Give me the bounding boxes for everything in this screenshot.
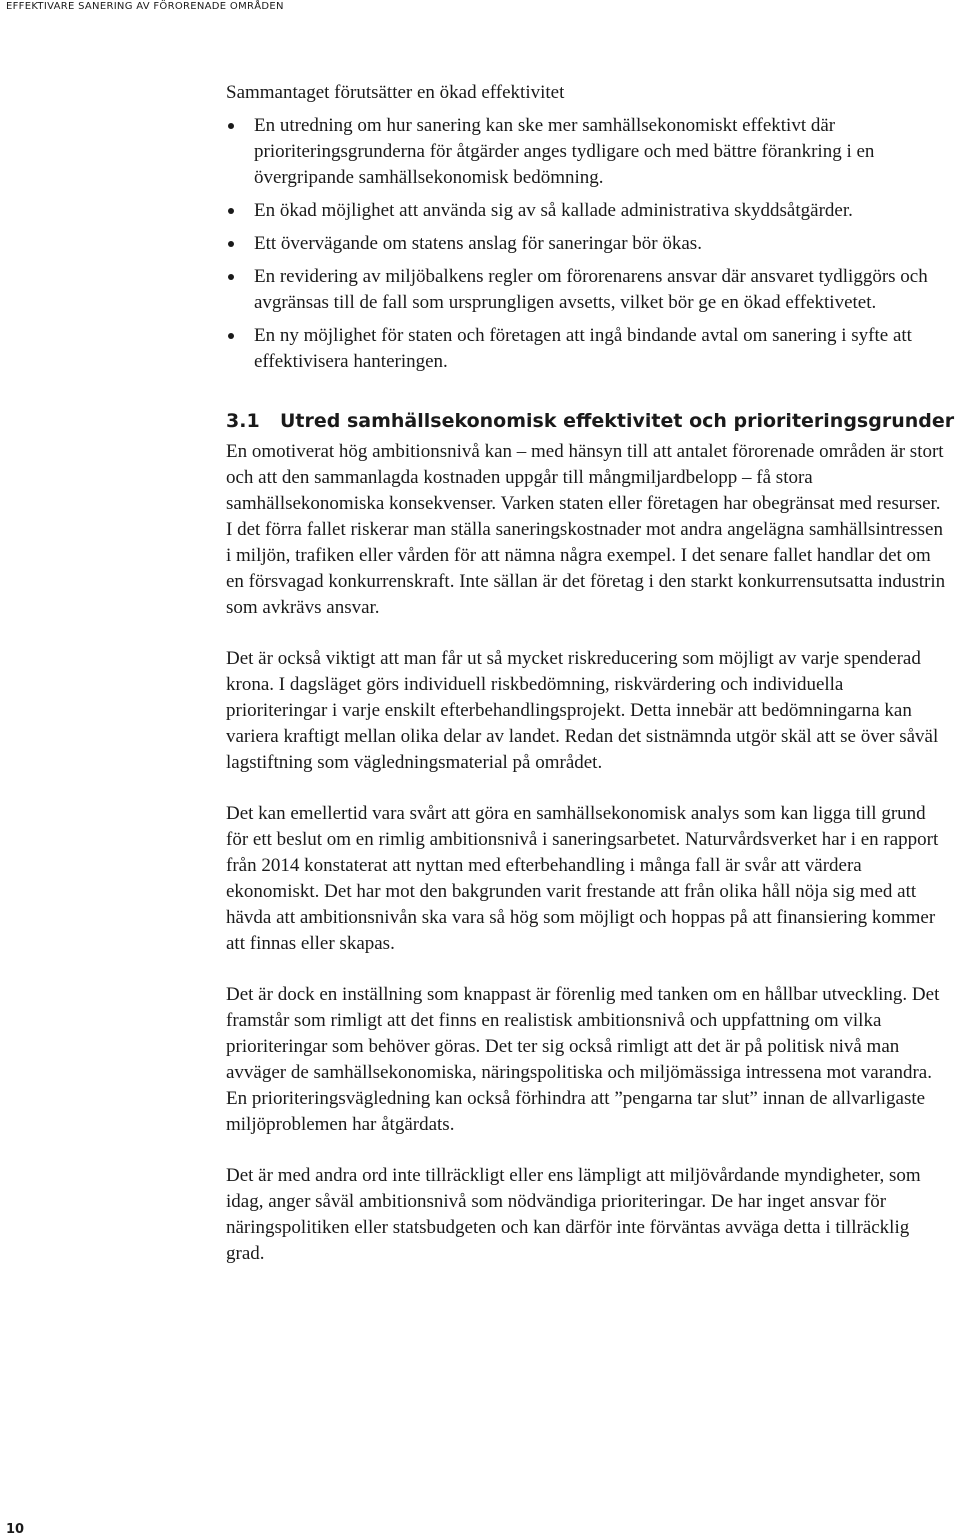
list-item [226,113,946,191]
bullet-icon [228,241,234,247]
section-number: 3.1 [226,410,260,432]
bullet-icon [228,208,234,214]
list-item-text: Ett övervägande om statens anslag för saneringar bör ökas. [254,233,702,254]
body-paragraph: En omotiverat hög ambitionsnivå kan – med hänsyn till att antalet förorenade områden är stort och att den sammanlagda kostnaden uppgår till mångmiljardbelopp – få stora samhällsekonomiska konsekvenser. Varken staten eller företagen har obegränsat med resurser. I det förra fallet riskerar man ställa saneringskostnader mot andra angelägna samhällsintressen i miljön, trafiken eller vården för att nämna några exempel. I det senare fallet handlar det om en försvagad konkurrenskraft. Inte sällan är det företag i den starkt konkurrensutsatta industrin som avkrävs ansvar. [226,441,946,618]
body-paragraph: Det kan emellertid vara svårt att göra en samhällsekonomisk analys som kan ligga till grund för ett beslut om en rimlig ambitionsnivå i saneringsarbetet. Naturvårdsverket har i en rapport från 2014 konstaterat att nyttan med efterbehandling i många fall är svår att värdera ekonomiskt. Det har mot den bakgrunden varit frestande att från olika håll nöja sig med att hävda att ambitionsnivån ska vara så hög som möjligt och hoppas på att finansiering kommer att finnas eller skapas. [226,803,939,954]
intro-text: Sammantaget förutsätter en ökad effektivitet [226,82,565,103]
list-item [226,264,946,316]
list-item [226,198,946,224]
section-title: Utred samhällsekonomisk effektivitet och prioriteringsgrunder [280,410,955,432]
body-paragraph: Det är dock en inställning som knappast är förenlig med tanken om en hållbar utveckling. Det framstår som rimligt att det finns en realistisk ambitionsnivå och uppfattning om vilka prioriteringar som behöver göras. Det ter sig också rimligt att det är på politisk nivå man avväger de samhällsekonomiska, näringspolitiska och miljömässiga intressena mot varandra. En prioriteringsvägledning kan också förhindra att ”pengarna tar slut” innan de allvarligaste miljöproblemen har åtgärdats. [226,984,940,1135]
list-item [226,323,946,375]
bullet-icon [228,123,234,129]
list-item-text: En utredning om hur sanering kan ske mer samhällsekonomiskt effektivt där prioriteringsgrunderna för åtgärder anges tydligare och med bättre förankring i en övergripande samhällsekonomisk bedömning. [254,115,875,188]
list-item-text: En ökad möjlighet att använda sig av så kallade administrativa skyddsåtgärder. [254,200,853,221]
page-number: 10 [6,1522,25,1537]
bullet-icon [228,274,234,280]
section-heading [226,408,955,434]
page-content [226,80,955,1292]
bullet-icon [228,333,234,339]
body-paragraph: Det är med andra ord inte tillräckligt eller ens lämpligt att miljövårdande myndigheter, som idag, anger såväl ambitionsnivå som nödvändiga prioriteringar. De har inget ansvar för näringspolitiken eller statsbudgeten och kan därför inte förväntas avväga detta i tillräcklig grad. [226,1165,921,1264]
running-header: EFFEKTIVARE SANERING AV FÖRORENADE OMRÅDEN [6,1,284,12]
list-item-text: En ny möjlighet för staten och företagen att ingå bindande avtal om sanering i syfte att effektivisera hanteringen. [254,325,912,372]
list-item-text: En revidering av miljöbalkens regler om förorenarens ansvar där ansvaret tydliggörs och avgränsas till de fall som ursprungligen avsetts, vilket bör ge en ökad effektivetet. [254,266,928,313]
list-item [226,231,946,257]
bullet-list [226,113,946,375]
body-paragraph: Det är också viktigt att man får ut så mycket riskreducering som möjligt av varje spenderad krona. I dagsläget görs individuell riskbedömning, riskvärdering och individuella prioriteringar i varje enskilt efterbehandlingsprojekt. Detta innebär att bedömningarna kan variera kraftigt mellan olika delar av landet. Redan det sistnämnda utgör skäl att se över såväl lagstiftning som vägledningsmaterial på området. [226,648,939,773]
